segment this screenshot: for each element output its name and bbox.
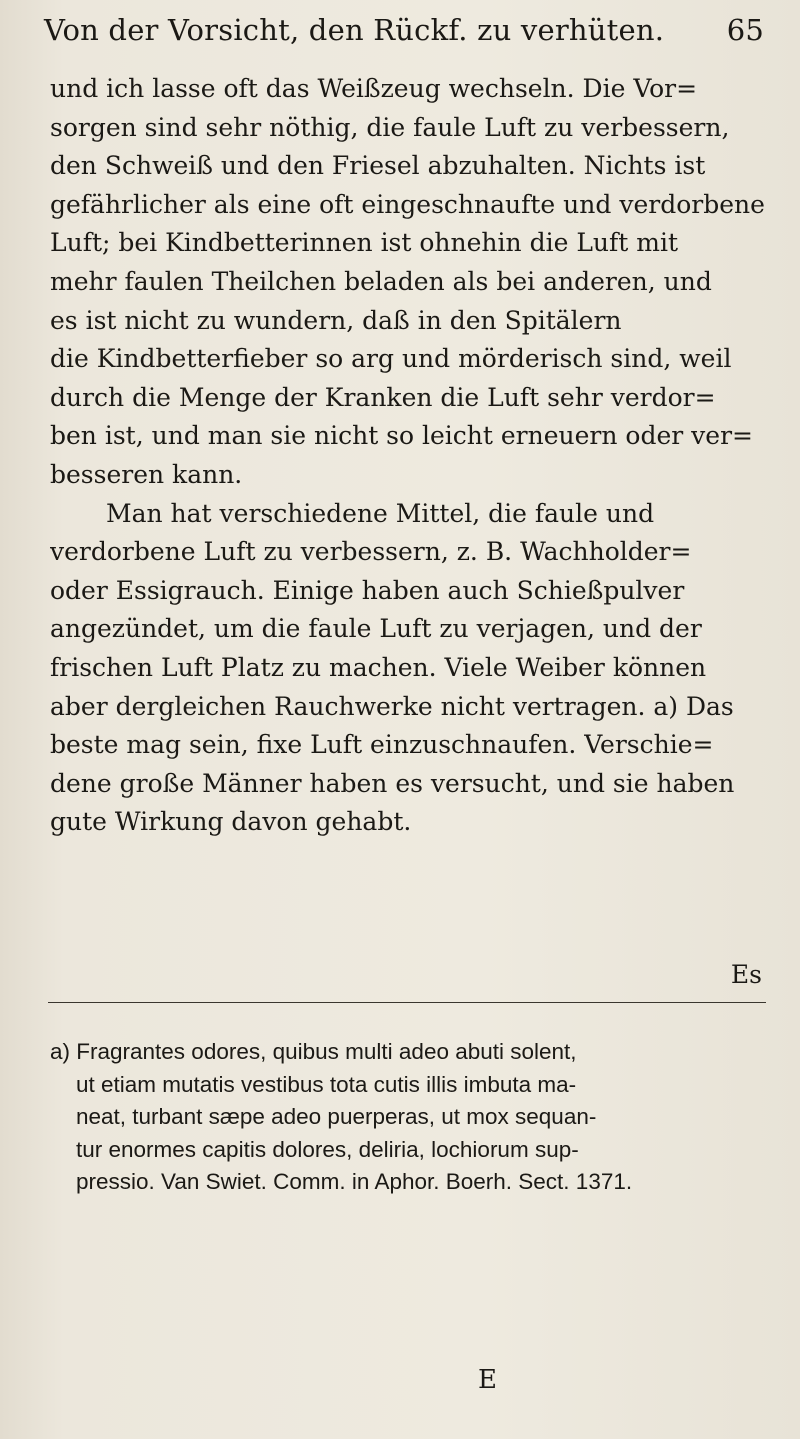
running-title: Von der Vorsicht, den Rückf. zu verhüten. bbox=[44, 13, 665, 47]
text-line: dene große Männer haben es versucht, und sie haben bbox=[50, 768, 735, 798]
catchword: Es bbox=[730, 960, 762, 989]
text-line: oder Essigrauch. Einige haben auch Schießpulver bbox=[50, 575, 685, 605]
footnote-line: neat, turbant sæpe adeo puerperas, ut mox sequan- bbox=[76, 1104, 597, 1130]
footnote-line: a) Fragrantes odores, quibus multi adeo abuti solent, bbox=[50, 1039, 577, 1064]
text-line: und ich lasse oft das Weißzeug wechseln. Die Vor= bbox=[50, 74, 698, 103]
text-line: durch die Menge der Kranken die Luft sehr verdor= bbox=[50, 382, 716, 412]
text-line: angezündet, um die faule Luft zu verjagen, und der bbox=[50, 614, 702, 644]
footnote bbox=[50, 1036, 766, 1199]
text-line: verdorbene Luft zu verbessern, z. B. Wachholder= bbox=[50, 537, 692, 567]
text-line: Luft; bei Kindbetterinnen ist ohnehin die Luft mit bbox=[50, 228, 679, 258]
text-line: ben ist, und man sie nicht so leicht erneuern oder ver= bbox=[50, 421, 753, 451]
text-line: gefährlicher als eine oft eingeschnaufte und verdorbene bbox=[50, 189, 765, 219]
paragraph-start-line: Man hat verschiedene Mittel, die faule und bbox=[106, 498, 655, 528]
text-line: sorgen sind sehr nöthig, die faule Luft zu verbessern, bbox=[50, 112, 730, 142]
text-line: frischen Luft Platz zu machen. Viele Weiber können bbox=[50, 652, 707, 682]
signature-mark: E bbox=[478, 1365, 497, 1395]
text-line: den Schweiß und den Friesel abzuhalten. Nichts ist bbox=[50, 151, 706, 181]
text-line: mehr faulen Theilchen beladen als bei anderen, und bbox=[50, 266, 712, 296]
text-line: beste mag sein, fixe Luft einzuschnaufen. Verschie= bbox=[50, 730, 714, 760]
footnote-line: ut etiam mutatis vestibus tota cutis illis imbuta ma- bbox=[76, 1071, 577, 1097]
footnote-line: pressio. Van Swiet. Comm. in Aphor. Boerh. Sect. 1371. bbox=[76, 1169, 633, 1195]
footnote-divider bbox=[48, 1002, 766, 1003]
page-number: 65 bbox=[726, 13, 764, 47]
text-line: aber dergleichen Rauchwerke nicht vertragen. a) Das bbox=[50, 691, 734, 721]
text-line: gute Wirkung davon gehabt. bbox=[50, 807, 412, 837]
running-header bbox=[44, 10, 764, 58]
footnote-line: tur enormes capitis dolores, deliria, lochiorum sup- bbox=[76, 1136, 579, 1162]
text-line: es ist nicht zu wundern, daß in den Spitälern bbox=[50, 305, 622, 335]
main-text bbox=[50, 70, 766, 842]
text-line: die Kindbetterfieber so arg und mörderisch sind, weil bbox=[50, 344, 732, 374]
text-line: besseren kann. bbox=[50, 459, 243, 489]
